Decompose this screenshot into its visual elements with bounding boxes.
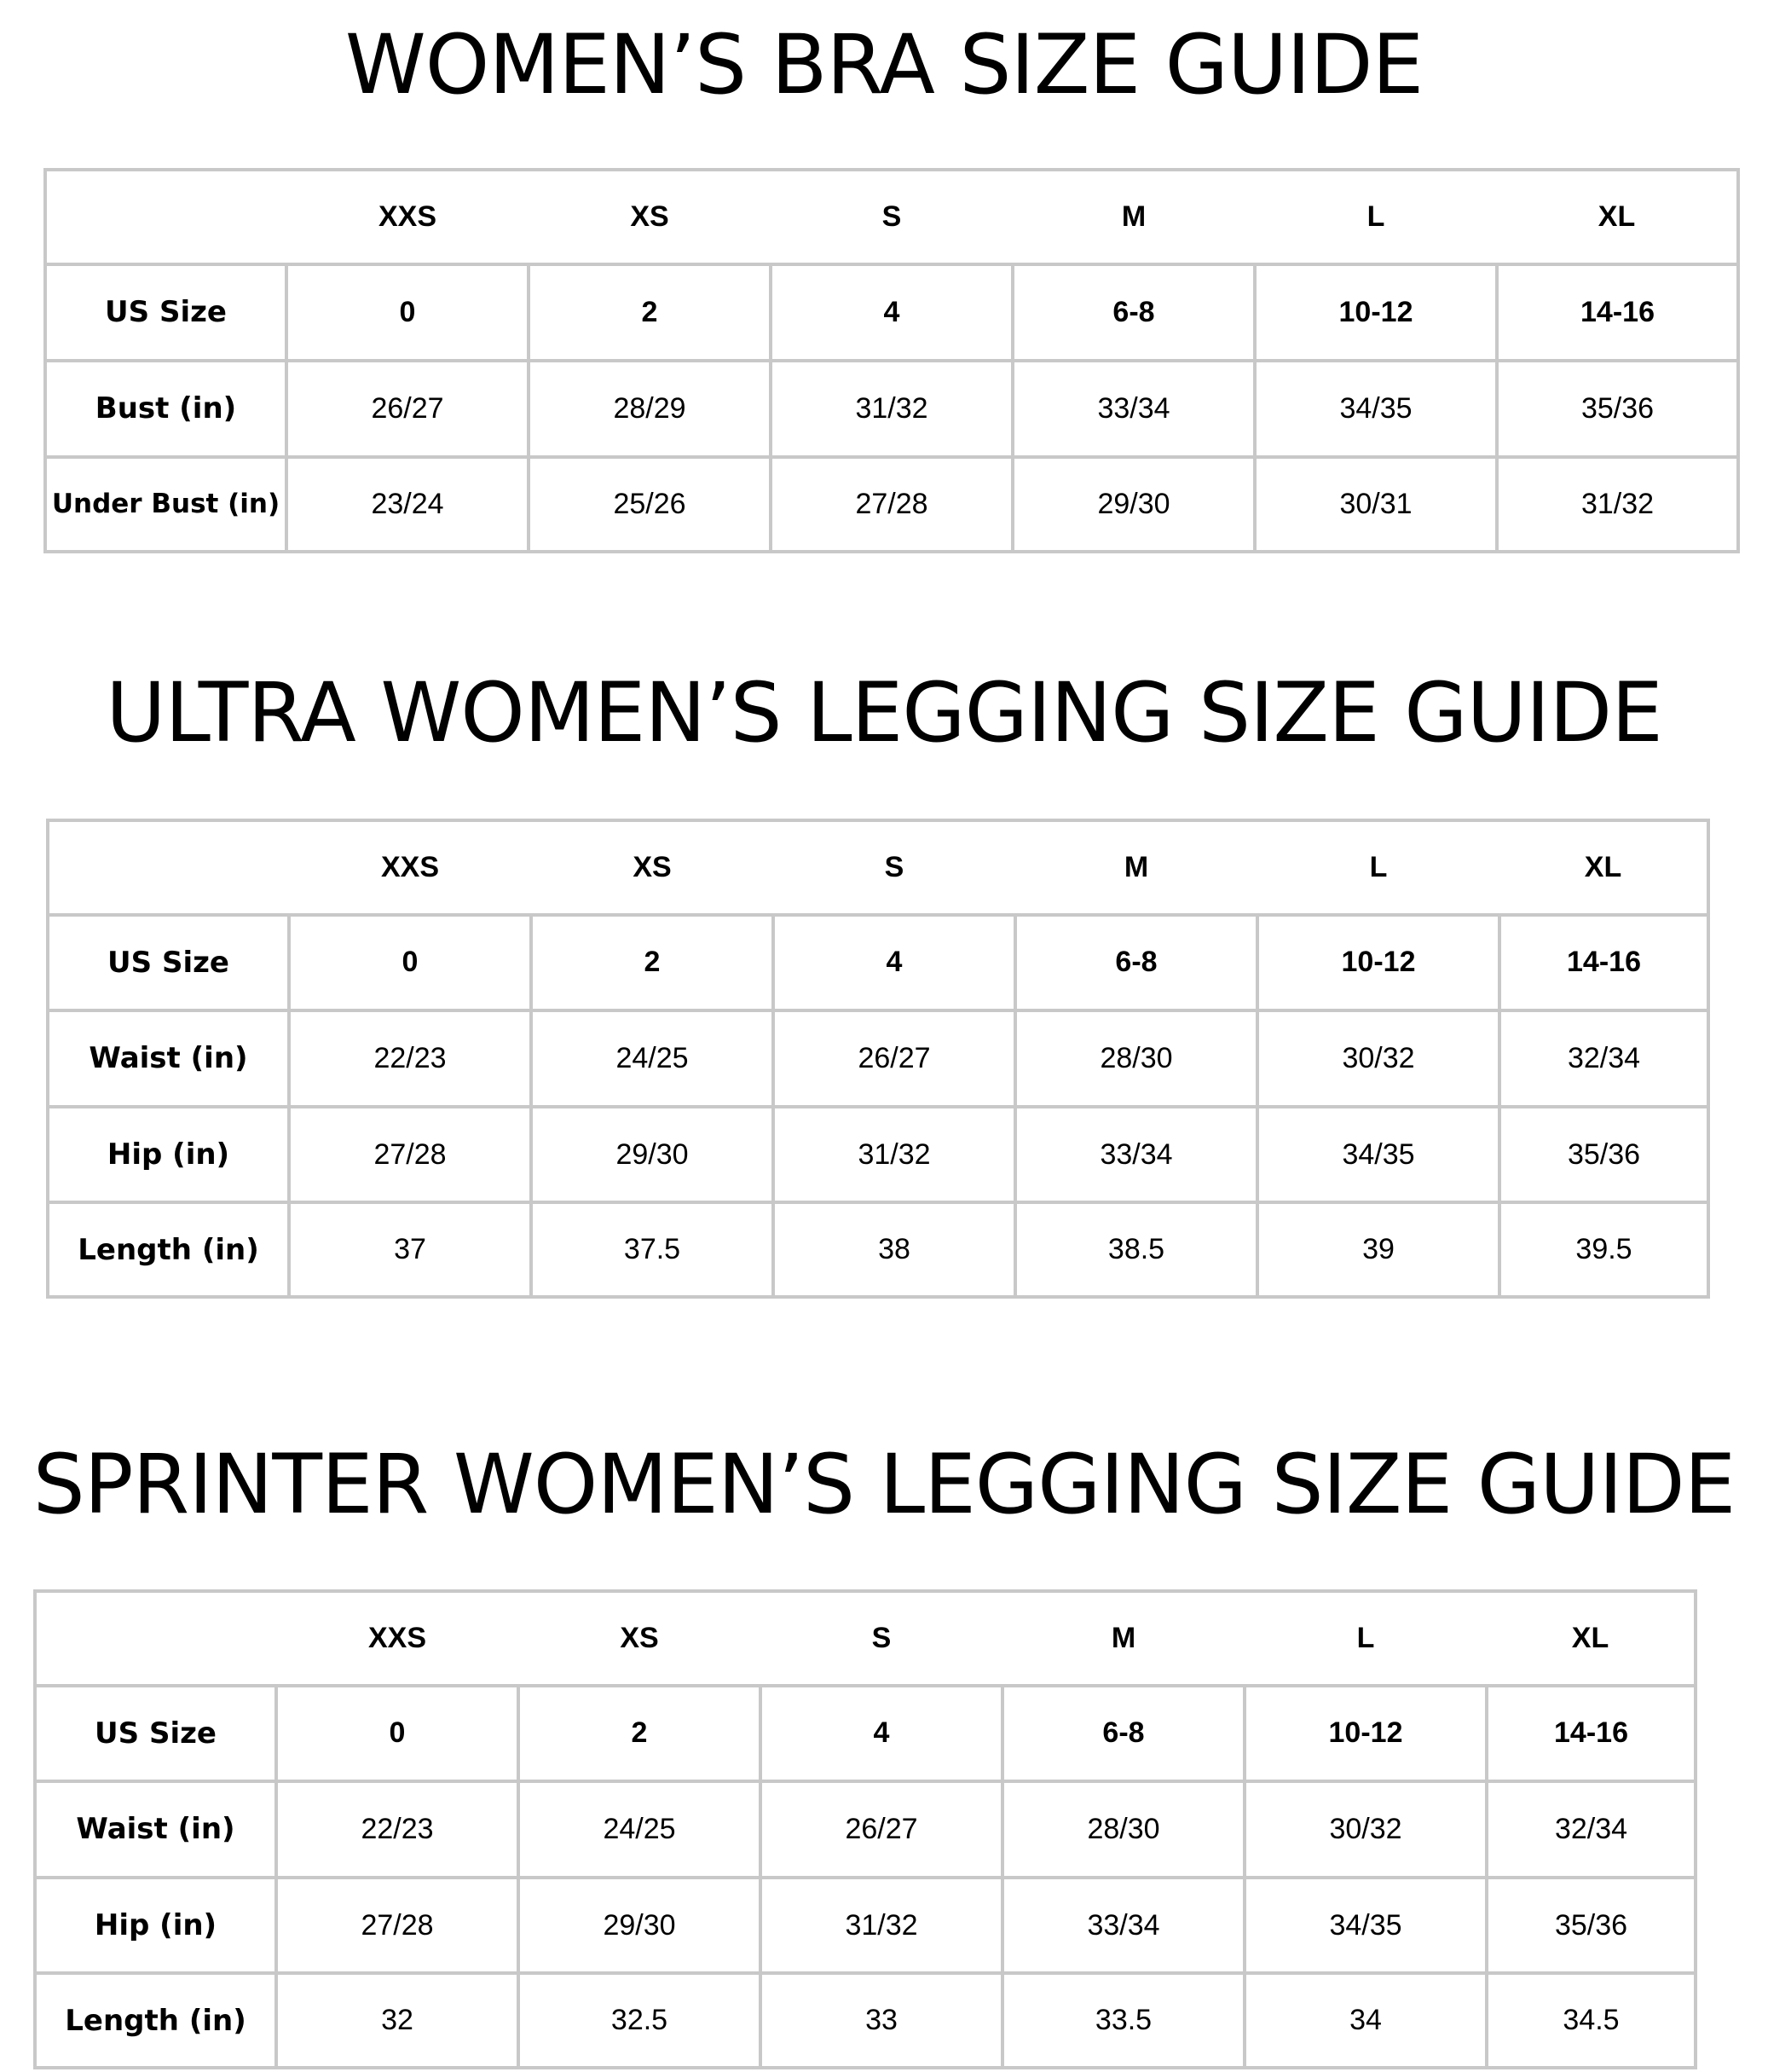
size-header-cell: XS (630, 200, 669, 233)
table-cell: 35/36 (1499, 1107, 1708, 1203)
sprinter-legging-size-guide-title: SPRINTER WOMEN’S LEGGING SIZE GUIDE (32, 1437, 1736, 1532)
table-cell: 28/29 (529, 361, 771, 457)
under-bust-row (45, 457, 1738, 552)
table-cell: 33 (760, 1973, 1002, 2068)
table-cell: 26/27 (773, 1010, 1015, 1107)
table-cell: 31/32 (760, 1878, 1002, 1974)
table-cell: 37 (289, 1202, 531, 1297)
table-cell: 23/24 (286, 457, 529, 552)
table-cell: 27/28 (289, 1107, 531, 1203)
size-header-cell: L (1356, 1621, 1375, 1654)
bra-size-table (43, 168, 1740, 553)
table-cell: 27/28 (276, 1878, 518, 1974)
row-label: Hip (in) (35, 1878, 276, 1974)
size-header-cell: XL (1584, 850, 1622, 883)
table-cell: 2 (518, 1686, 760, 1782)
table-cell: 39 (1257, 1202, 1499, 1297)
table-cell: 28/30 (1015, 1010, 1257, 1107)
table-cell: 14-16 (1499, 915, 1708, 1011)
table-cell: 32 (276, 1973, 518, 2068)
size-header-cell: S (881, 200, 902, 233)
table-cell: 6-8 (1002, 1686, 1245, 1782)
row-label: US Size (45, 264, 286, 361)
table-cell: 34.5 (1487, 1973, 1696, 2068)
sprinter-legging-size-table (33, 1589, 1697, 2069)
row-label: US Size (48, 915, 289, 1011)
table-cell: 33/34 (1015, 1107, 1257, 1203)
waist-row (35, 1781, 1696, 1878)
size-header-cell: XXS (367, 1621, 427, 1654)
table-cell: 30/32 (1257, 1010, 1499, 1107)
us-size-row (48, 915, 1708, 1011)
ultra-legging-size-guide-title: ULTRA WOMEN’S LEGGING SIZE GUIDE (106, 665, 1662, 761)
corner-cell (35, 1591, 276, 1686)
row-label: Hip (in) (48, 1107, 289, 1203)
row-label: Bust (in) (45, 361, 286, 457)
size-header-cell: XL (1598, 200, 1636, 233)
size-header-cell: XS (633, 850, 672, 883)
table-cell: 6-8 (1015, 915, 1257, 1011)
size-header-cell: XL (1571, 1621, 1609, 1654)
table-cell: 0 (276, 1686, 518, 1782)
row-label: Under Bust (in) (45, 457, 286, 552)
size-header-cell: S (884, 850, 904, 883)
table-cell: 27/28 (771, 457, 1013, 552)
length-row (48, 1202, 1708, 1297)
table-cell: 2 (529, 264, 771, 361)
size-header-cell: S (871, 1621, 892, 1654)
table-cell: 29/30 (1013, 457, 1255, 552)
table-cell: 4 (771, 264, 1013, 361)
table-cell: 26/27 (286, 361, 529, 457)
table-cell: 24/25 (518, 1781, 760, 1878)
table-cell: 4 (760, 1686, 1002, 1782)
table-cell: 10-12 (1255, 264, 1497, 361)
hip-row (35, 1878, 1696, 1974)
table-cell: 14-16 (1487, 1686, 1696, 1782)
corner-cell (45, 170, 286, 264)
table-cell: 31/32 (1497, 457, 1738, 552)
table-cell: 34/35 (1257, 1107, 1499, 1203)
bra-size-guide-title: WOMEN’S BRA SIZE GUIDE (344, 17, 1424, 113)
size-header-row (45, 170, 1738, 264)
table-cell: 33/34 (1013, 361, 1255, 457)
size-header-cell: M (1121, 200, 1147, 233)
table-cell: 4 (773, 915, 1015, 1011)
table-cell: 26/27 (760, 1781, 1002, 1878)
size-header-cell: M (1111, 1621, 1136, 1654)
table-cell: 0 (289, 915, 531, 1011)
table-cell: 2 (531, 915, 773, 1011)
table-cell: 30/31 (1255, 457, 1497, 552)
row-label: US Size (35, 1686, 276, 1782)
table-cell: 39.5 (1499, 1202, 1708, 1297)
table-cell: 24/25 (531, 1010, 773, 1107)
table-cell: 32.5 (518, 1973, 760, 2068)
waist-row (48, 1010, 1708, 1107)
table-cell: 25/26 (529, 457, 771, 552)
table-cell: 33/34 (1002, 1878, 1245, 1974)
bust-row (45, 361, 1738, 457)
table-cell: 29/30 (518, 1878, 760, 1974)
size-header-cell: L (1369, 850, 1388, 883)
row-label: Waist (in) (35, 1781, 276, 1878)
length-row (35, 1973, 1696, 2068)
size-header-cell: M (1124, 850, 1149, 883)
table-cell: 37.5 (531, 1202, 773, 1297)
table-cell: 29/30 (531, 1107, 773, 1203)
corner-cell (48, 820, 289, 915)
table-cell: 35/36 (1497, 361, 1738, 457)
table-cell: 14-16 (1497, 264, 1738, 361)
hip-row (48, 1107, 1708, 1203)
size-header-cell: L (1366, 200, 1385, 233)
table-cell: 22/23 (289, 1010, 531, 1107)
table-cell: 31/32 (771, 361, 1013, 457)
table-cell: 34/35 (1245, 1878, 1487, 1974)
table-cell: 32/34 (1499, 1010, 1708, 1107)
table-cell: 38.5 (1015, 1202, 1257, 1297)
size-header-row (48, 820, 1708, 915)
table-cell: 28/30 (1002, 1781, 1245, 1878)
table-cell: 34/35 (1255, 361, 1497, 457)
size-header-cell: XXS (378, 200, 437, 233)
row-label: Length (in) (35, 1973, 276, 2068)
row-label: Length (in) (48, 1202, 289, 1297)
us-size-row (45, 264, 1738, 361)
table-cell: 0 (286, 264, 529, 361)
table-cell: 34 (1245, 1973, 1487, 2068)
row-label: Waist (in) (48, 1010, 289, 1107)
table-cell: 22/23 (276, 1781, 518, 1878)
table-cell: 32/34 (1487, 1781, 1696, 1878)
table-cell: 35/36 (1487, 1878, 1696, 1974)
ultra-legging-size-table (46, 819, 1710, 1299)
us-size-row (35, 1686, 1696, 1782)
size-header-cell: XS (620, 1621, 659, 1654)
size-header-row (35, 1591, 1696, 1686)
table-cell: 10-12 (1245, 1686, 1487, 1782)
table-cell: 30/32 (1245, 1781, 1487, 1878)
table-cell: 10-12 (1257, 915, 1499, 1011)
table-cell: 33.5 (1002, 1973, 1245, 2068)
table-cell: 38 (773, 1202, 1015, 1297)
table-cell: 6-8 (1013, 264, 1255, 361)
size-header-cell: XXS (380, 850, 440, 883)
table-cell: 31/32 (773, 1107, 1015, 1203)
